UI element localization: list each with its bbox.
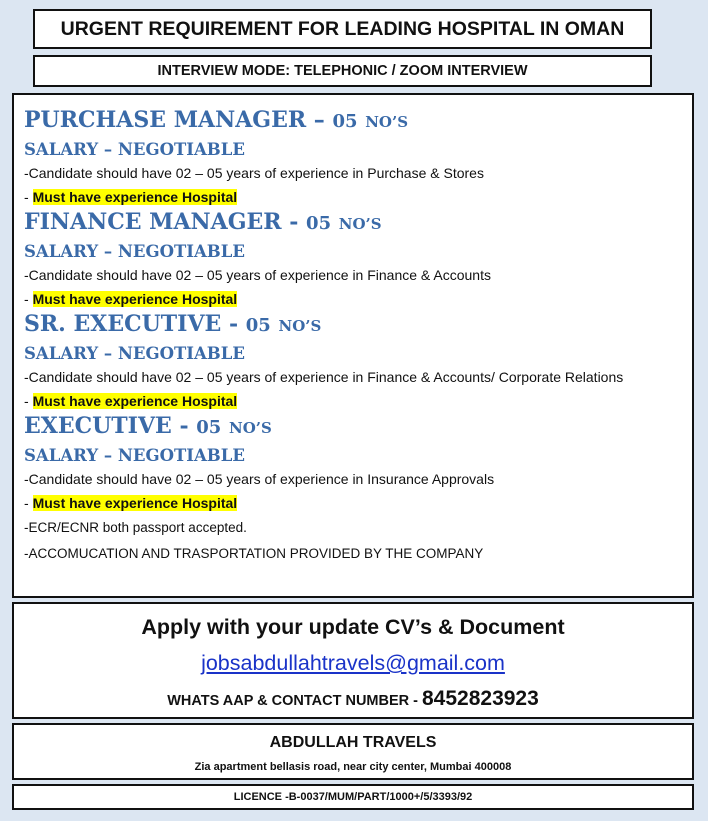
contact-line [14,684,692,716]
job-count: 05 [245,315,271,336]
agency-address: Zia apartment bellasis road, near city center, Mumbai 400008 [194,761,512,773]
interview-mode: INTERVIEW MODE: TELEPHONIC / ZOOM INTERVIEW [157,63,528,79]
page-title: URGENT REQUIREMENT FOR LEADING HOSPITAL IN OMAN [60,17,625,40]
apply-heading: Apply with your update CV’s & Document [141,615,565,639]
agency-section [12,723,694,780]
job-experience: -Candidate should have 02 – 05 years of experience in Insurance Approvals [24,471,495,487]
page-title-box [33,9,652,49]
job-listings [12,93,694,598]
job-title-text: FINANCE MANAGER - [24,209,299,235]
job-title-text: SR. EXECUTIVE - [24,311,239,337]
job-title-text: PURCHASE MANAGER – [24,107,325,133]
job-title-text: EXECUTIVE - [24,413,189,439]
job-count-unit: NO’S [229,419,272,437]
job-salary: SALARY – NEGOTIABLE [24,242,245,261]
job-requirement [24,491,692,515]
licence-text: LICENCE -B-0037/MUM/PART/1000+/5/3393/92 [233,791,473,803]
note-accommodation: -ACCOMUCATION AND TRASPORTATION PROVIDED BY THE COMPANY [24,546,484,561]
contact-number: 8452823923 [422,687,539,710]
requirement-prefix: - [24,393,33,409]
job-salary: SALARY – NEGOTIABLE [24,446,245,465]
job-finance-manager [24,209,692,311]
requirement-prefix: - [24,495,33,511]
licence-box [12,784,694,810]
job-count: 05 [196,417,222,438]
contact-label: WHATS AAP & CONTACT NUMBER - [167,693,422,709]
interview-mode-box [33,55,652,87]
job-title [24,311,692,339]
requirement-highlight: Must have experience Hospital [32,393,238,409]
job-salary: SALARY – NEGOTIABLE [24,344,245,363]
job-salary: SALARY – NEGOTIABLE [24,140,245,159]
email-link[interactable]: jobsabdullahtravels@gmail.com [201,651,505,675]
job-sr-executive [24,311,692,413]
requirement-prefix: - [24,291,33,307]
agency-name: ABDULLAH TRAVELS [269,734,437,751]
requirement-highlight: Must have experience Hospital [32,291,238,307]
job-executive [24,413,692,515]
job-requirement [24,287,692,311]
job-purchase-manager [24,107,692,209]
requirement-prefix: - [24,189,33,205]
job-count-unit: NO’S [338,215,382,233]
job-experience: -Candidate should have 02 – 05 years of experience in Finance & Accounts/ Corporate Relations [24,369,624,385]
job-title [24,413,692,441]
job-experience: -Candidate should have 02 – 05 years of experience in Finance & Accounts [24,267,491,283]
note-passport: -ECR/ECNR both passport accepted. [24,520,247,535]
job-count: 05 [332,111,358,132]
job-title [24,209,692,237]
job-requirement [24,389,692,413]
job-experience: -Candidate should have 02 – 05 years of experience in Purchase & Stores [24,165,484,181]
requirement-highlight: Must have experience Hospital [32,189,238,205]
job-count-unit: NO’S [365,113,409,131]
job-requirement [24,185,692,209]
job-count: 05 [306,213,332,234]
requirement-highlight: Must have experience Hospital [32,495,238,511]
apply-section [12,602,694,719]
job-count-unit: NO’S [278,317,322,335]
job-title [24,107,692,135]
